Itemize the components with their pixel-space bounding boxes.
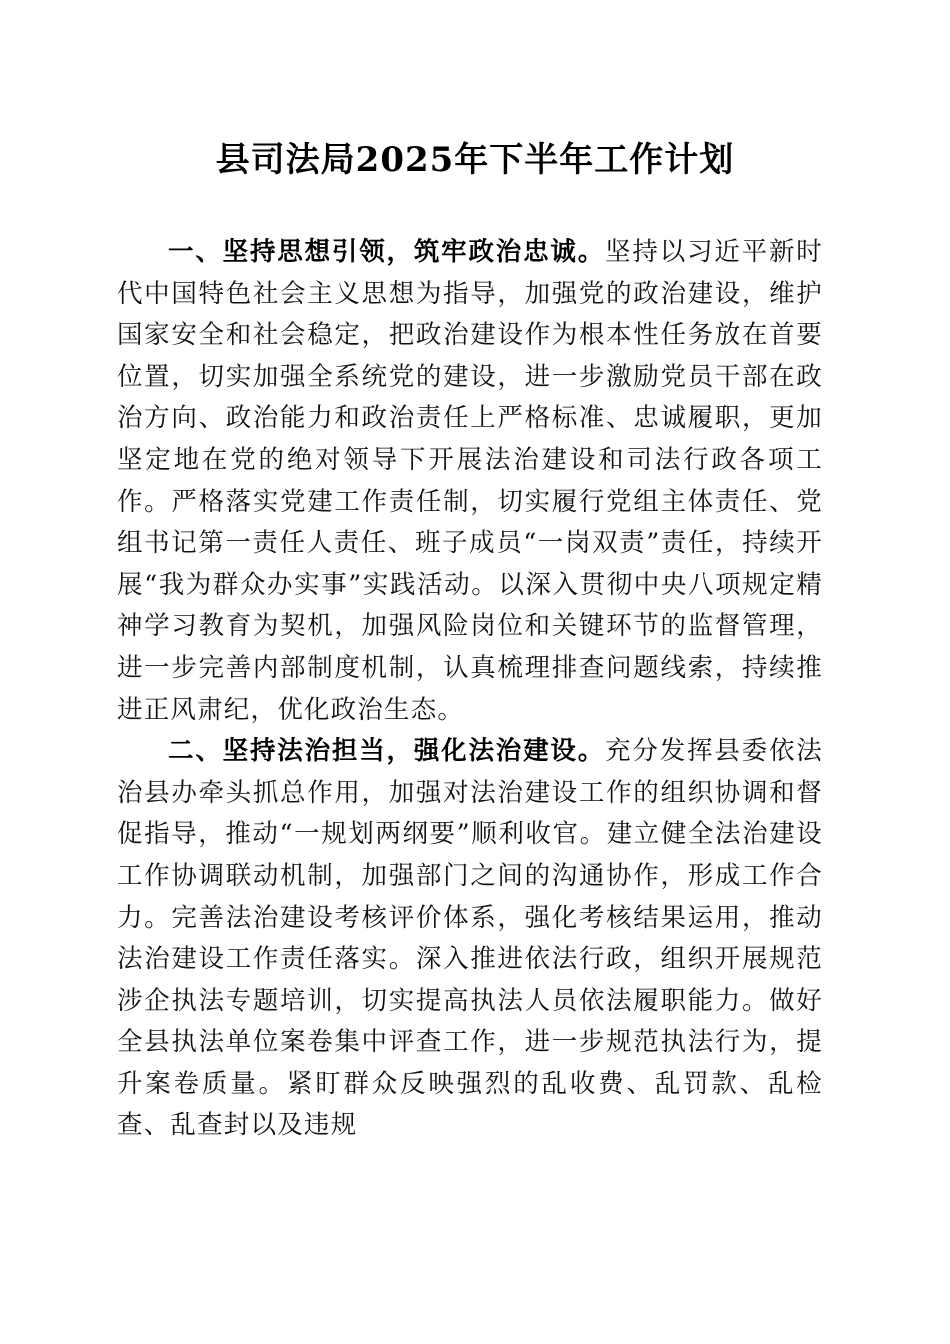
section-2-text: 充分发挥县委依法治县办牵头抓总作用，加强对法治建设工作的组织协调和督促指导，推动“一规划两纲要”顺利收官。建立健全法治建设工作协调联动机制，加强部门之间的沟通协作，形成工作合力。完善法治建设考核评价体系，强化考核结果运用，推动法治建设工作责任落实。深入推进依法行政，组织开展规范涉企执法专题培训，切实提高执法人员依法履职能力。做好全县执法单位案卷集中评查工作，进一步规范执法行为，提升案卷质量。紧盯群众反映强烈的乱收费、乱罚款、乱检查、乱查封以及违规 [117, 736, 823, 1141]
paragraph-1 [117, 232, 823, 731]
document-title: 县司法局2025年下半年工作计划 [215, 140, 735, 180]
document-body [117, 232, 823, 1147]
section-2-heading: 二、坚持法治担当，强化法治建设。 [168, 736, 606, 767]
paragraph-2 [117, 731, 823, 1147]
section-1-heading: 一、坚持思想引领，筑牢政治忠诚。 [168, 237, 606, 267]
section-1-text: 坚持以习近平新时代中国特色社会主义思想为指导，加强党的政治建设，维护国家安全和社会稳定，把政治建设作为根本性任务放在首要位置，切实加强全系统党的建设，进一步激励党员干部在政治方向、政治能力和政治责任上严格标准、忠诚履职，更加坚定地在党的绝对领导下开展法治建设和司法行政各项工作。严格落实党建工作责任制，切实履行党组主体责任、党组书记第一责任人责任、班子成员“一岗双责”责任，持续开展“我为群众办实事”实践活动。以深入贯彻中央八项规定精神学习教育为契机，加强风险岗位和关键环节的监督管理，进一步完善内部制度机制，认真梳理排查问题线索，持续推进正风肃纪，优化政治生态。 [117, 237, 823, 725]
